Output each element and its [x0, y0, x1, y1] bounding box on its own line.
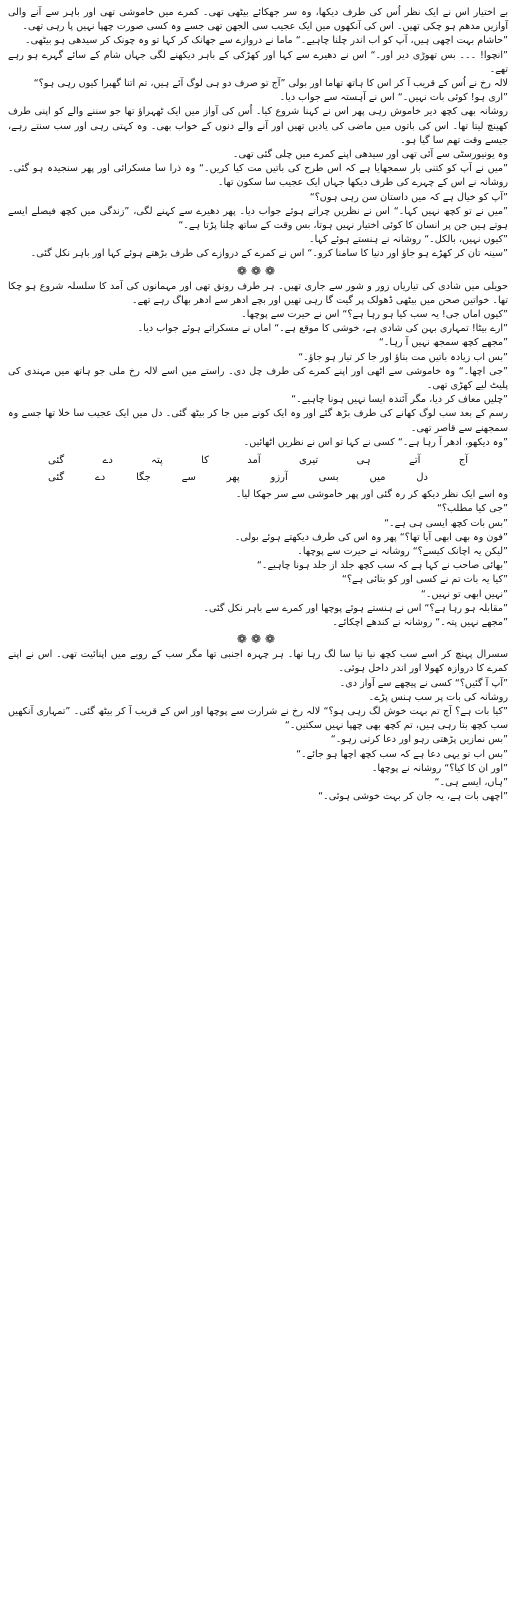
paragraph: حویلی میں شادی کی تیاریاں زور و شور سے جاری تھیں۔ ہر طرف رونق تھی اور مہمانوں کی آمد کا سلسلہ شروع ہو چکا تھا۔ خواتین صحن میں بیٹھی ڈھولک پر گیت گا رہی تھیں اور بچے ادھر سے ادھر بھاگ رہے تھے۔ [8, 280, 508, 306]
paragraph: ”لیکن یہ اچانک کیسے؟“ روشانہ نے حیرت سے پوچھا۔ [297, 545, 508, 557]
paragraph: ”سینہ تان کر کھڑے ہو جاؤ اور دنیا کا سامنا کرو۔“ اس نے کمرے کے دروازے کی طرف بڑھتے ہوئے کہا اور باہر نکل گئی۔ [30, 248, 508, 260]
paragraph: لالہ رخ نے اُس کے قریب آ کر اس کا ہاتھ تھاما اور بولی ”آج تو صرف دو ہی لوگ آئے ہیں، تم اتنا گھبرا کیوں رہی ہو؟“ [33, 78, 508, 90]
paragraph: ”مقابلہ ہو رہا ہے؟“ اس نے ہنستے ہوئے پوچھا اور کمرے سے باہر نکل گئی۔ [203, 602, 508, 614]
paragraph: سسرال پہنچ کر اسے سب کچھ نیا نیا سا لگ رہا تھا۔ ہر چہرہ اجنبی تھا مگر سب کے رویے میں اپنائیت تھی۔ اس نے اپنے کمرے کا دروازہ کھولا اور اندر داخل ہوئی۔ [8, 649, 508, 675]
paragraph: ”حاشام بہت اچھی ہیں، آپ کو اب اندر چلنا چاہیے۔“ ماما نے دروازے سے جھانک کر کہا تو وہ چونک کر سیدھی ہو بیٹھی۔ [25, 35, 508, 47]
section-one [8, 6, 508, 262]
paragraph: ”کیا بات ہے؟ آج تم بہت خوش لگ رہی ہو؟“ لالہ رخ نے شرارت سے پوچھا اور اس کے قریب آ کر بیٹھ گئی۔ ”تمہاری آنکھیں سب کچھ بتا رہی ہیں، تم کچھ بھی چھپا نہیں سکتیں۔“ [8, 705, 508, 732]
paragraph: روشانہ کی بات پر سب ہنس پڑے۔ [368, 691, 508, 703]
poem-couplet [48, 452, 468, 486]
paragraph: بے اختیار اس نے ایک نظر اُس کی طرف دیکھا، وہ سر جھکائے بیٹھی تھی۔ کمرے میں خاموشی تھی اور باہر سے آنے والی آوازیں مدھم ہو چکی تھیں۔ اس کی آنکھوں میں ایک عجیب سی الجھن تھی جسے وہ کسی صورت چھپا نہیں پا رہی تھی۔ [8, 7, 508, 33]
paragraph: وہ یونیورسٹی سے آئی تھی اور سیدھی اپنے کمرے میں چلی گئی تھی۔ [232, 149, 508, 161]
paragraph: ”میں نے تو کچھ نہیں کہا۔“ اس نے نظریں چراتے ہوئے جواب دیا۔ پھر دھیرے سے کہنے لگی، ”زندگی میں کچھ فیصلے ایسے ہوتے ہیں جن پر انسان کا کوئی اختیار نہیں ہوتا، بس وقت کے ساتھ چلنا پڑتا ہے۔“ [8, 205, 508, 232]
poem-line: دل میں بسی آرزو پھر سے جگا دے گئی [48, 472, 428, 484]
paragraph: ”اری ہو! کوئی بات نہیں۔“ اس نے آہستہ سے جواب دیا۔ [279, 92, 508, 104]
paragraph: ”کیوں نہیں، بالکل۔“ روشانہ نے ہنستے ہوئے کہا۔ [308, 234, 508, 246]
paragraph: ”آپ آ گئیں؟“ کسی نے پیچھے سے آواز دی۔ [339, 677, 508, 689]
paragraph: ”اچھی بات ہے، یہ جان کر بہت خوشی ہوئی۔“ [318, 791, 508, 803]
paragraph: ”بھائی صاحب نے کہا ہے کہ سب کچھ جلد از جلد ہونا چاہیے۔“ [256, 560, 508, 572]
paragraph: ”بس بات کچھ ایسی ہی ہے۔“ [384, 517, 508, 529]
section-separator: ❁❁❁ [236, 632, 280, 647]
paragraph: ”بس اب تو یہی دعا ہے کہ سب کچھ اچھا ہو جائے۔“ [296, 748, 508, 760]
paragraph: ”بس اب زیادہ باتیں مت بناؤ اور جا کر تیار ہو جاؤ۔“ [298, 351, 508, 363]
paragraph: ”مجھے نہیں پتہ۔“ روشانہ نے کندھے اچکائے۔ [332, 616, 508, 628]
paragraph: ”آپ کو خیال ہے کہ میں داستان سن رہی ہوں؟“ [309, 191, 508, 203]
paragraph: ”انچوا! ۔۔۔ بس تھوڑی دیر اور۔“ اس نے دھیرے سے کہا اور کھڑکی کے باہر دیکھنے لگی جہاں شام کے سائے گہرے ہو رہے تھے۔ [8, 49, 508, 75]
poem-line: آج آتے ہی تیری آمد کا پتہ دے گئی [48, 455, 468, 467]
paragraph: ”چلیں معاف کر دیا، مگر آئندہ ایسا نہیں ہونا چاہیے۔“ [291, 394, 508, 406]
paragraph: ”ارے بیٹا! تمہاری بہن کی شادی ہے، خوشی کا موقع ہے۔“ اماں نے مسکراتے ہوئے جواب دیا۔ [137, 323, 508, 335]
paragraph: وہ اسے ایک نظر دیکھ کر رہ گئی اور پھر خاموشی سے سر جھکا لیا۔ [235, 489, 508, 501]
paragraph: ”کیوں اماں جی! یہ سب کیا ہو رہا ہے؟“ اس نے حیرت سے پوچھا۔ [241, 309, 508, 321]
paragraph: ”جی کیا مطلب؟“ [436, 503, 508, 515]
section-separator: ❁❁❁ [236, 263, 280, 278]
paragraph: ”میں نے آپ کو کتنی بار سمجھایا ہے کہ اس طرح کی باتیں مت کیا کریں۔“ وہ ذرا سا مسکرائی اور پھر سنجیدہ ہو گئی۔ روشانہ نے اس کے چہرے کی طرف دیکھا جہاں ایک عجیب سا سکون تھا۔ [8, 163, 508, 189]
paragraph: روشانہ بھی کچھ دیر خاموش رہی پھر اس نے کہنا شروع کیا۔ اُس کی آواز میں ایک ٹھہراؤ تھا جو سننے والے کو اپنی طرف کھینچ لیتا تھا۔ اس کی باتوں میں ماضی کی یادیں تھیں اور آنے والے دنوں کے خواب بھی۔ وہ کہتی رہی اور سب سنتے رہے، جیسے وقت تھم سا گیا ہو۔ [8, 106, 508, 146]
paragraph: ”مجھے کچھ سمجھ نہیں آ رہا۔“ [378, 337, 508, 349]
paragraph: ”بس نمازیں پڑھتی رہو اور دعا کرتی رہو۔“ [330, 734, 508, 746]
paragraph: ”اور ان کا کیا؟“ روشانہ نے پوچھا۔ [371, 762, 508, 774]
paragraph: ”ہاں، ایسے ہی۔“ [434, 776, 508, 788]
section-two [8, 280, 508, 450]
section-three [8, 488, 508, 630]
paragraph: ”فون وہ بھی ابھی آیا تھا؟“ پھر وہ اس کی طرف دیکھتے ہوئے بولی۔ [234, 531, 508, 543]
section-four [8, 648, 508, 804]
paragraph: ”نہیں ابھی تو نہیں۔“ [420, 588, 508, 600]
paragraph: ”جی اچھا۔“ وہ خاموشی سے اٹھی اور اپنے کمرے کی طرف چل دی۔ راستے میں اسے لالہ رخ ملی جو ہاتھ میں مہندی کی پلیٹ لیے کھڑی تھی۔ [8, 365, 508, 392]
paragraph: رسم کے بعد سب لوگ کھانے کی طرف بڑھ گئے اور وہ ایک کونے میں جا کر بیٹھ گئی۔ دل میں ایک عجیب سا خلا تھا جسے وہ سمجھنے سے قاصر تھی۔ [8, 408, 508, 434]
paragraph: ”کیا یہ بات تم نے کسی اور کو بتائی ہے؟“ [341, 574, 508, 586]
paragraph: ”وہ دیکھو، ادھر آ رہا ہے۔“ کسی نے کہا تو اس نے نظریں اٹھائیں۔ [243, 436, 508, 448]
